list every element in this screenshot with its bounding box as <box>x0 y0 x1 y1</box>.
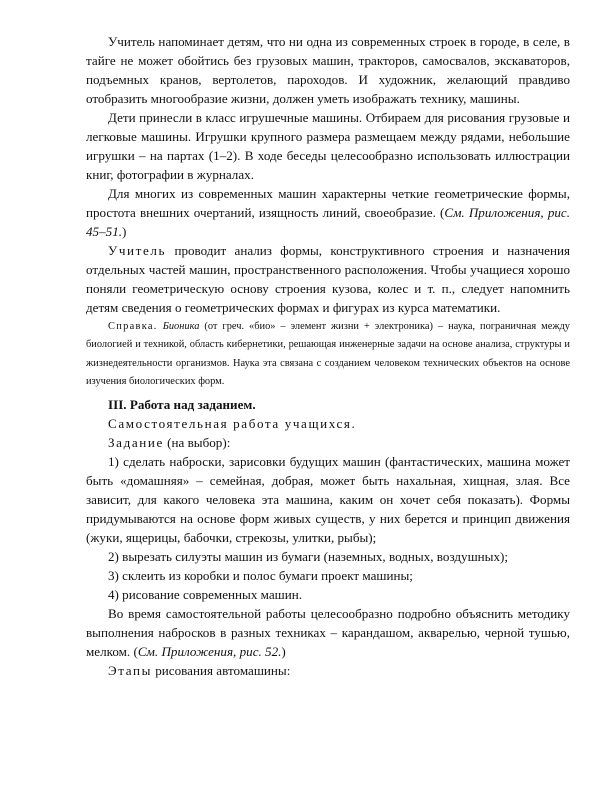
section-heading: III. Работа над заданием. <box>108 396 256 412</box>
text-column <box>86 32 570 680</box>
paragraph-intro: Учитель напоминает детям, что ни одна из современных строек в городе, в селе, в тайге не может обойтись без грузовых машин, тракторов, самосвалов, экскаваторов, подъемных кранов, вертолетов, пароходов. И художник, желающий правдиво отобразить многообразие жизни, должен уметь изображать технику, машины. <box>86 34 570 106</box>
reference-note <box>86 318 570 392</box>
note-lead: Справка. <box>108 321 158 332</box>
stages-text: рисования автомашины: <box>151 662 291 678</box>
paragraph-analysis <box>86 241 570 317</box>
paragraph-techniques-text: Во время самостоятельной работы целесообразно подробно объяснить методику выполнения набросков в разных техниках – карандашом, акварелью, черной тушью, мелком. ( <box>86 605 570 659</box>
paragraph-techniques <box>86 604 570 661</box>
teacher-lead: Учитель <box>108 243 167 258</box>
paragraph-toys: Дети принесли в класс игрушечные машины. Отбираем для рисования грузовые и легковые машины. Игрушки крупного размера размещаем между рядами, небольшие игрушки – на партах (1–2). В ходе беседы целесообразно использовать иллюстрации книг, фотографии в журналах. <box>86 110 570 182</box>
task-text: (на выбор): <box>163 434 231 450</box>
list-item: 2) вырезать силуэты машин из бумаги (наземных, водных, воздушных); <box>108 548 509 564</box>
list-item: 4) рисование современных машин. <box>108 586 303 602</box>
appendix-reference: См. Приложения, рис. 52. <box>137 643 282 659</box>
stages-line <box>86 661 570 680</box>
note-term: Бионика <box>162 321 200 332</box>
task-lead: Задание <box>108 434 164 450</box>
paragraph-analysis-text: проводит анализ формы, конструктивного строения и назначения отдельных частей машин, пространственного расположения. Чтобы учащиеся хорошо поняли геометрическую основу строения кузова, колес и т. п., следует напомнить детям сведения о геометрических формах и фигурах из курса математики. <box>86 243 570 315</box>
independent-work: Самостоятельная работа учащихся. <box>108 415 357 431</box>
paragraph-techniques-end: ) <box>281 643 286 659</box>
paragraph-geometry-end: ) <box>122 224 127 239</box>
note-text: (от греч. «био» – элемент жизни + электроника) – наука, пограничная между биологией и техникой, область кибернетики, решающая инженерные задачи на основе анализа, структуры и жизнедеятельности организмов. Наука эта связана с созданием человеком технических объектов на основе изучения биологических форм. <box>86 321 570 388</box>
list-item: 3) склеить из коробки и полос бумаги проект машины; <box>108 567 413 583</box>
list-item: 1) сделать наброски, зарисовки будущих машин (фантастических, машина может быть «домашняя» – семейная, добрая, может быть нахальная, хищная, злая. Все зависит, для какого человека эта машина, каким он хочет себя показать). Формы придумываются на основе форм живых существ, у них берется и принцип движения (жуки, ящерицы, бабочки, стрекозы, улитки, рыбы); <box>86 453 570 545</box>
task-line <box>86 433 570 452</box>
paragraph-geometry <box>86 184 570 241</box>
stages-lead: Этапы <box>108 662 152 678</box>
paragraph-geometry-text: Для многих из современных машин характерны четкие геометрические формы, простота внешних очертаний, изящность линий, своеобразие. ( <box>86 186 570 220</box>
appendix-reference: См. Приложения, рис. 45–51. <box>86 205 570 239</box>
